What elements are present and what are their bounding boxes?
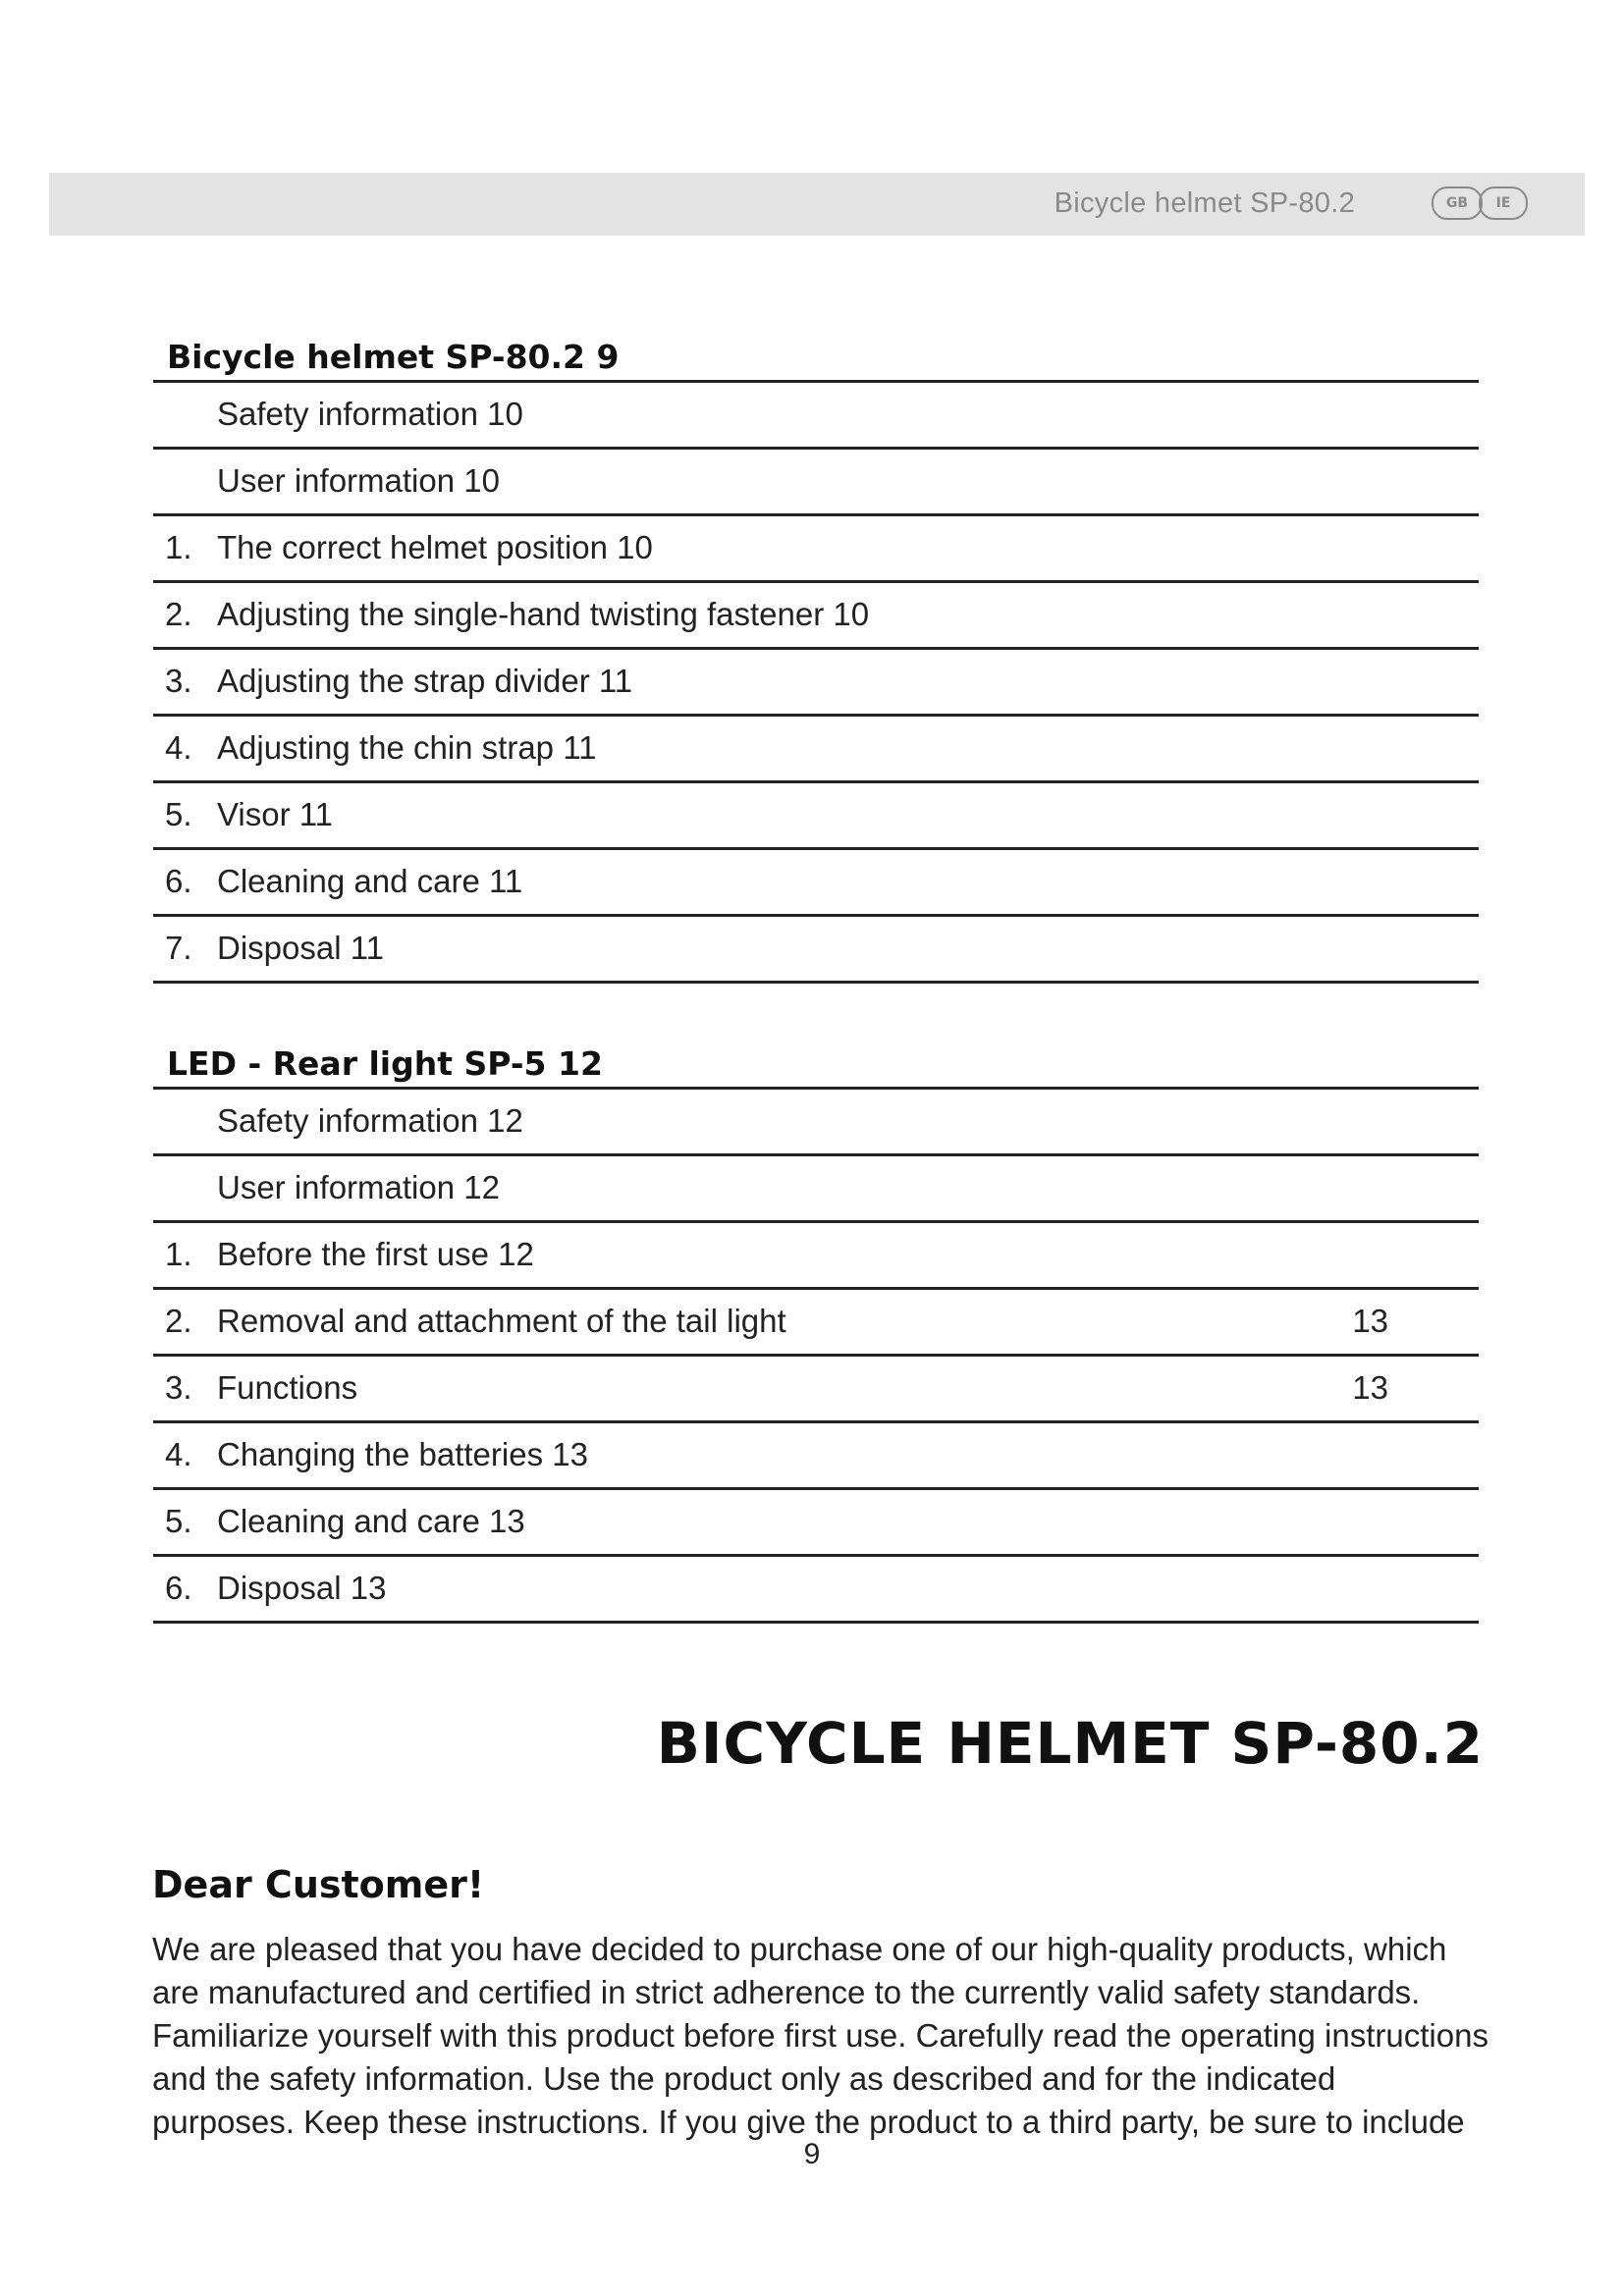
toc-page-number: 13 bbox=[1352, 1369, 1388, 1406]
intro-line: Familiarize yourself with this product before first use. Carefully read the operating instructions bbox=[152, 2017, 1489, 2054]
toc-row[interactable]: 4. Changing the batteries 13 bbox=[153, 1423, 1479, 1490]
language-badge-gb: GB bbox=[1432, 187, 1483, 220]
toc-row[interactable]: User information 12 bbox=[153, 1156, 1479, 1223]
toc-row[interactable]: 3. Adjusting the strap divider 11 bbox=[153, 650, 1479, 717]
toc-row[interactable]: 3. Functions 13 bbox=[153, 1357, 1479, 1423]
language-badge-ie: IE bbox=[1479, 187, 1528, 220]
intro-line: are manufactured and certified in strict adherence to the currently valid safety standards. bbox=[152, 1974, 1421, 2010]
toc-row[interactable]: 6. Disposal 13 bbox=[153, 1557, 1479, 1624]
toc-row[interactable]: 4. Adjusting the chin strap 11 bbox=[153, 717, 1479, 783]
intro-line: and the safety information. Use the product only as described and for the indicated bbox=[152, 2060, 1336, 2097]
running-title: Bicycle helmet SP-80.2 bbox=[1054, 187, 1355, 219]
toc-row[interactable]: Safety information 12 bbox=[153, 1090, 1479, 1156]
toc-heading: Bicycle helmet SP-80.2 9 bbox=[153, 334, 1479, 383]
page-number: 9 bbox=[803, 2138, 821, 2170]
toc-row[interactable]: 5. Visor 11 bbox=[153, 783, 1479, 850]
intro-line: purposes. Keep these instructions. If you give the product to a third party, be sure to include bbox=[152, 2104, 1465, 2140]
toc-row[interactable]: 2. Adjusting the single-hand twisting fastener 10 bbox=[153, 583, 1479, 650]
toc-row[interactable]: 1. Before the first use 12 bbox=[153, 1223, 1479, 1290]
toc-row[interactable]: 6. Cleaning and care 11 bbox=[153, 850, 1479, 917]
intro-line: We are pleased that you have decided to purchase one of our high-quality products, which bbox=[152, 1931, 1447, 1967]
toc-rear-light bbox=[153, 1041, 1479, 1624]
running-header bbox=[49, 173, 1585, 236]
section-title: BICYCLE HELMET SP-80.2 bbox=[656, 1710, 1484, 1777]
toc-row[interactable]: 5. Cleaning and care 13 bbox=[153, 1490, 1479, 1557]
intro-paragraph bbox=[152, 1928, 1488, 2144]
toc-bicycle-helmet bbox=[153, 334, 1479, 984]
toc-row[interactable]: 2. Removal and attachment of the tail light 13 bbox=[153, 1290, 1479, 1357]
toc-row[interactable]: Safety information 10 bbox=[153, 383, 1479, 450]
toc-page-number: 13 bbox=[1352, 1303, 1388, 1339]
toc-row[interactable]: 7. Disposal 11 bbox=[153, 917, 1479, 984]
toc-row[interactable]: 1. The correct helmet position 10 bbox=[153, 516, 1479, 583]
toc-row[interactable]: User information 10 bbox=[153, 450, 1479, 516]
greeting-heading: Dear Customer! bbox=[152, 1863, 485, 1906]
toc-heading: LED - Rear light SP-5 12 bbox=[153, 1041, 1479, 1090]
